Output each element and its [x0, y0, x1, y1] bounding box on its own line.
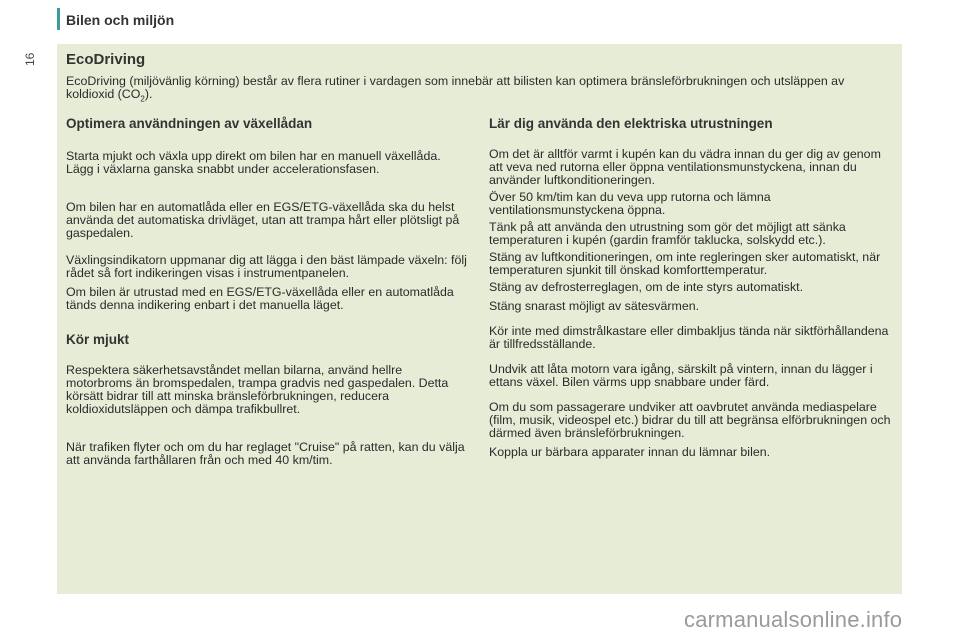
ecodriving-panel: [57, 44, 902, 594]
paragraph: Undvik att låta motorn vara igång, särskilt på vintern, innan du lägger i ettans växel. Bilen värms upp snabbare under färd.: [489, 362, 873, 389]
intro-paragraph: [66, 74, 886, 104]
right-column: [489, 116, 894, 459]
page-number: 16: [23, 52, 37, 66]
paragraph: Om det är alltför varmt i kupén kan du vädra innan du ger dig av genom att veva ned rutorna eller öppna ventilationsmunstyckena, innan du använder luftkonditioneringen.: [489, 147, 881, 187]
intro-text-end: ).: [144, 87, 153, 101]
intro-text: EcoDriving (miljövänlig körning) består av flera rutiner i vardagen som innebär att bilisten kan optimera bränsleförbrukningen och utsläppen av koldioxid (CO: [66, 74, 845, 101]
heading-gearbox: Optimera användningen av växellådan: [66, 116, 313, 131]
paragraph: Stäng snarast möjligt av sätesvärmen.: [489, 299, 700, 313]
paragraph: Tänk på att använda den utrustning som gör det möjligt att sänka temperaturen i kupén (gardin framför taklucka, solskydd etc.).: [489, 220, 846, 247]
paragraph: Kör inte med dimstrålkastare eller dimbakljus tända när siktförhållandena är tillfredsställande.: [489, 324, 889, 351]
heading-drive-smooth: Kör mjukt: [66, 332, 130, 347]
panel-title: EcoDriving: [66, 51, 146, 68]
paragraph: Starta mjukt och växla upp direkt om bilen har en manuell växellåda. Lägg i växlarna ganska snabbt under accelerationsfasen.: [66, 149, 441, 176]
section-title: Bilen och miljön: [66, 12, 175, 28]
section-accent-bar: [57, 8, 60, 30]
intro-subscript: 2: [140, 94, 145, 104]
paragraph: Över 50 km/tim kan du veva upp rutorna och lämna ventilationsmunstyckena öppna.: [489, 190, 771, 217]
paragraph: Växlingsindikatorn uppmanar dig att lägga i den bäst lämpade växeln: följ rådet så fort indikeringen visas i instrumentpanelen.: [66, 253, 467, 280]
left-column: [66, 116, 468, 467]
paragraph: Respektera säkerhetsavståndet mellan bilarna, använd hellre motorbroms än bromspedalen, trampa gradvis ned gaspedalen. Detta körsätt bidrar till att minska bränsleförbrukningen, reducera koldioxidutsläppen och dämpa trafikbullret.: [66, 363, 449, 416]
watermark: carmanualsonline.info: [684, 607, 903, 632]
paragraph: Om du som passagerare undviker att oavbrutet använda mediaspelare (film, musik, videospel etc.) bidrar du till att begränsa elförbrukningen och därmed även bränsleförbrukningen.: [489, 400, 891, 440]
paragraph: När trafiken flyter och om du har reglaget "Cruise" på ratten, kan du välja att använda farthållaren från och med 40 km/tim.: [66, 440, 465, 467]
paragraph: Stäng av luftkonditioneringen, om inte regleringen sker automatiskt, när temperaturen sjunkit till önskad komforttemperatur.: [489, 250, 881, 277]
heading-electrical: Lär dig använda den elektriska utrustningen: [489, 116, 773, 131]
paragraph: Om bilen är utrustad med en EGS/ETG-växellåda eller en automatlåda tänds denna indikering enbart i det manuella läget.: [66, 285, 454, 312]
paragraph: Stäng av defrosterreglagen, om de inte styrs automatiskt.: [489, 280, 804, 294]
paragraph: Om bilen har en automatlåda eller en EGS/ETG-växellåda ska du helst använda det automatiska drivläget, utan att trampa hårt eller plötsligt på gaspedalen.: [66, 200, 460, 240]
paragraph: Koppla ur bärbara apparater innan du lämnar bilen.: [489, 445, 771, 459]
